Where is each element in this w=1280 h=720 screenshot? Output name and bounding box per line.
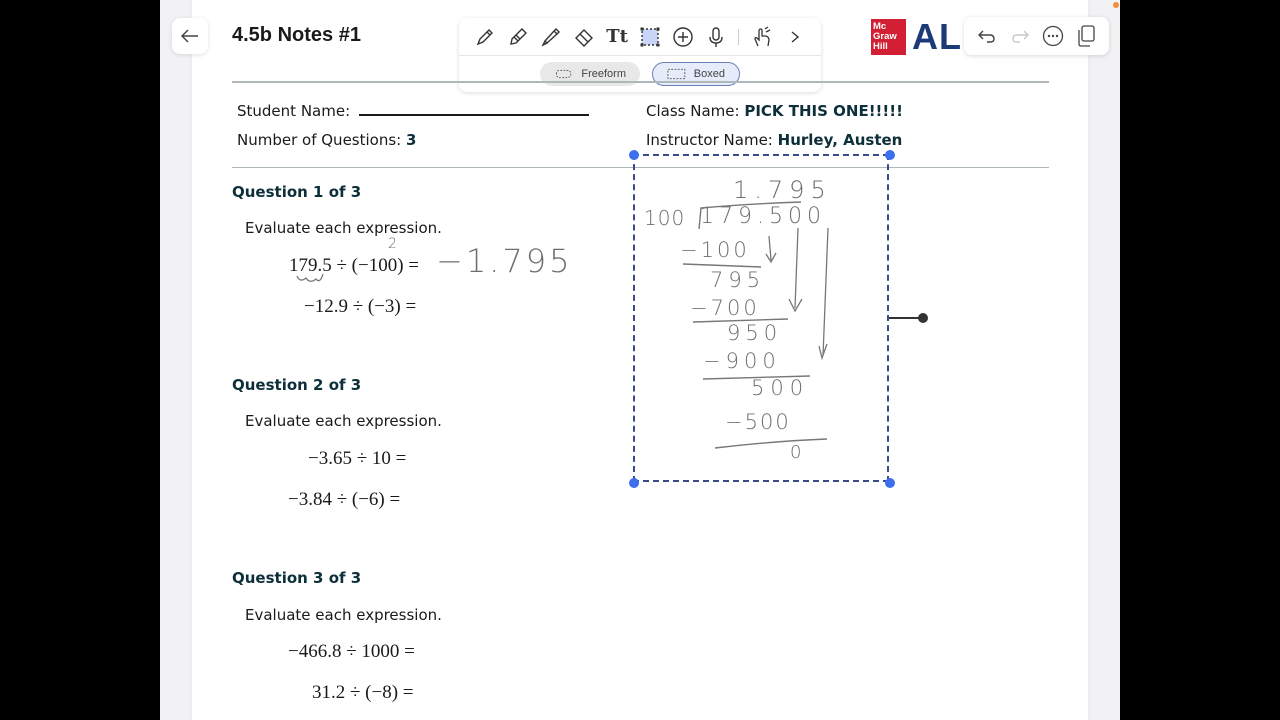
resize-handle-bottom-left[interactable] [629, 478, 639, 488]
class-name-value: PICK THIS ONE!!!!! [744, 102, 903, 120]
instructor-label: Instructor Name: [646, 131, 773, 149]
resize-handle-top-left[interactable] [629, 150, 639, 160]
logo-line: Hill [873, 41, 888, 52]
notes-app [160, 0, 1120, 720]
student-name-label: Student Name: [237, 102, 351, 120]
ld-step: −700 [690, 296, 760, 320]
long-division-lines-icon [635, 156, 891, 484]
resize-handle-bottom-right[interactable] [885, 478, 895, 488]
text-icon: Tt [606, 26, 628, 47]
handwritten-answer: −1.795 [436, 242, 573, 280]
ld-dividend: 179.500 [700, 204, 826, 229]
freeform-label: Freeform [581, 68, 626, 80]
ld-step: −500 [725, 410, 791, 434]
question-2-instruction: Evaluate each expression. [245, 412, 442, 430]
ld-step: −100 [680, 238, 750, 262]
ld-step: 500 [751, 376, 810, 400]
num-questions-value: 3 [406, 131, 417, 149]
ld-divisor: 100 [644, 206, 686, 230]
selection-box[interactable] [633, 154, 889, 482]
question-2-expression-a: −3.65 ÷ 10 = [308, 448, 407, 469]
question-1-expression-b: −12.9 ÷ (−3) = [304, 296, 417, 317]
logo-line: Graw [873, 31, 897, 42]
class-name-label: Class Name: [646, 102, 740, 120]
question-1-expression-a: 179.5 ÷ (−100) = [289, 255, 420, 276]
ld-step: −900 [703, 349, 781, 373]
rotate-handle-stem [889, 317, 921, 319]
ld-step: 950 [727, 321, 783, 345]
resize-handle-top-right[interactable] [885, 150, 895, 160]
question-3-heading: Question 3 of 3 [232, 569, 362, 587]
question-2-heading: Question 2 of 3 [232, 376, 362, 394]
question-3-expression-b: 31.2 ÷ (−8) = [312, 682, 414, 703]
ld-step: 795 [710, 268, 766, 292]
document-title: 4.5b Notes #1 [232, 24, 361, 46]
question-3-instruction: Evaluate each expression. [245, 606, 442, 624]
ld-step: 0 [790, 442, 802, 463]
question-1-instruction: Evaluate each expression. [245, 219, 442, 237]
question-3-expression-a: −466.8 ÷ 1000 = [288, 641, 415, 662]
boxed-label: Boxed [693, 68, 725, 80]
rotate-handle[interactable] [918, 313, 928, 323]
brand-wordmark: AL [912, 16, 962, 57]
question-2-expression-b: −3.84 ÷ (−6) = [288, 489, 401, 510]
handwritten-mark: 2 [388, 236, 397, 252]
ld-quotient: 1.795 [733, 176, 832, 204]
question-1-heading: Question 1 of 3 [232, 183, 362, 201]
logo-line: Mc [873, 21, 887, 32]
num-questions-label: Number of Questions: [237, 131, 402, 149]
instructor-value: Hurley, Austen [777, 131, 903, 149]
